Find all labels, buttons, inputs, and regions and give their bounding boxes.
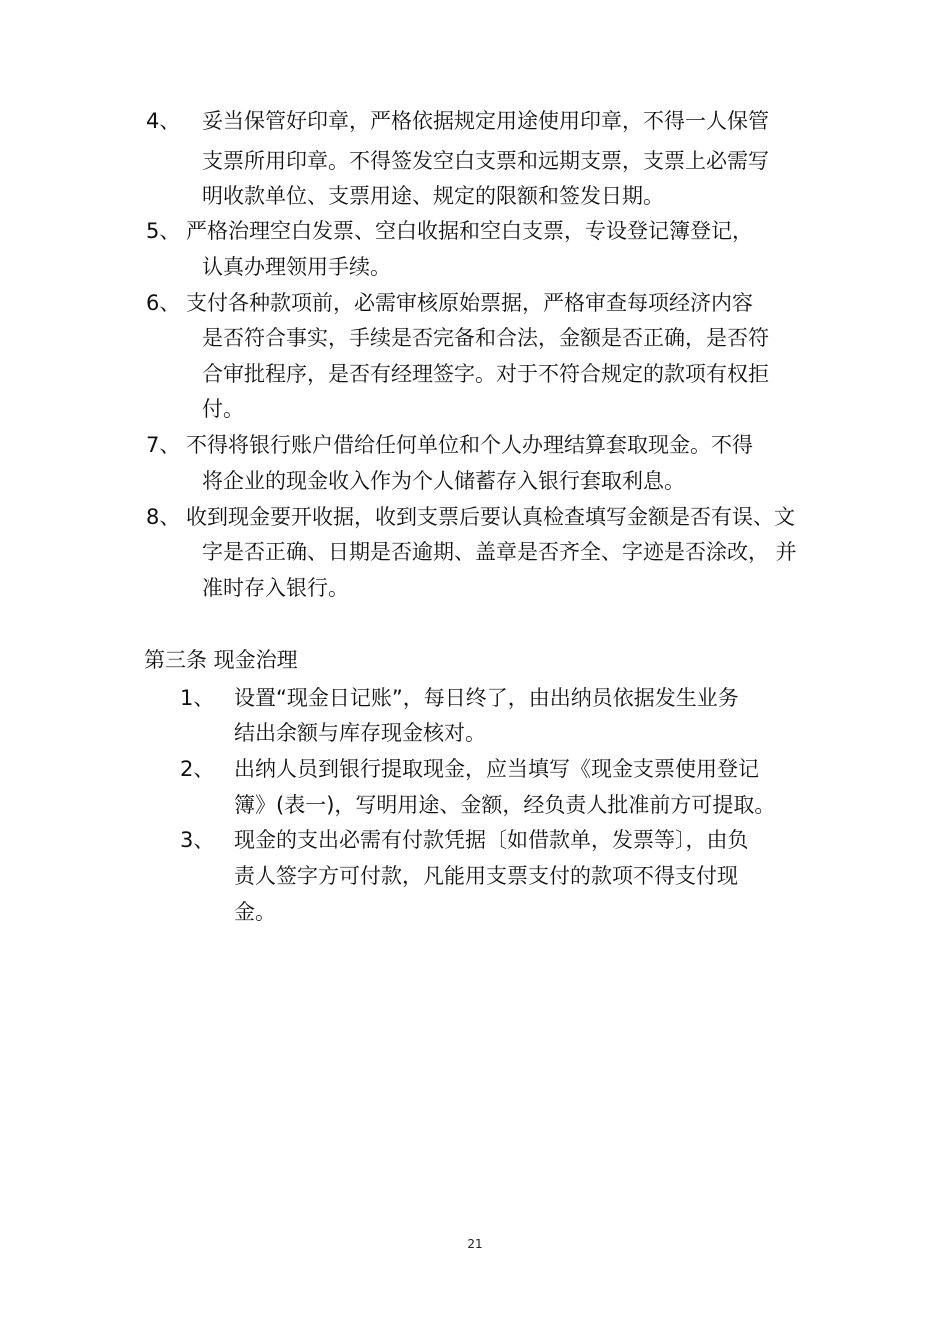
item-text-line: 合审批程序，是否有经理签字。对于不符合规定的款项有权拒 [202, 362, 769, 386]
item-number: 8、 [146, 505, 181, 529]
item-text-line: 现金的支出必需有付款凭据〔如借款单，发票等〕，由负 [234, 828, 749, 852]
item-text-line: 金。 [234, 900, 276, 924]
item-text-line: 设置“现金日记账”，每日终了，由出纳员依据发生业务 [234, 686, 739, 710]
item-text-line: 字是否正确、日期是否逾期、盖章是否齐全、字迹是否涂改， 并 [202, 540, 797, 564]
item-text-line: 认真办理领用手续。 [202, 255, 391, 279]
item-number: 2、 [180, 757, 215, 781]
item-text-line: 簿》(表一)，写明用途、金额，经负责人批准前方可提取。 [234, 793, 776, 817]
item-text-line: 妥当保管好印章，严格依据规定用途使用印章，不得一人保管 [202, 109, 769, 133]
item-number: 4、 [146, 109, 181, 133]
item-number: 6、 [146, 291, 181, 315]
section-title: 第三条 现金治理 [144, 648, 298, 672]
item-text-line: 结出余额与库存现金核对。 [234, 721, 486, 745]
page-number: 21 [467, 1237, 483, 1251]
item-number: 1、 [180, 686, 215, 710]
item-text-line: 出纳人员到银行提取现金，应当填写《现金支票使用登记 [234, 757, 759, 781]
item-text-line: 明收款单位、支票用途、规定的限额和签发日期。 [202, 184, 664, 208]
item-text-line: 不得将银行账户借给任何单位和个人办理结算套取现金。不得 [186, 433, 753, 457]
item-text-line: 将企业的现金收入作为个人储蓄存入银行套取利息。 [202, 469, 685, 493]
item-number: 3、 [180, 828, 215, 852]
item-text-line: 收到现金要开收据，收到支票后要认真检查填写金额是否有误、文 [186, 505, 795, 529]
item-number: 7、 [146, 433, 181, 457]
item-text-line: 付。 [202, 397, 244, 421]
item-text-line: 是否符合事实，手续是否完备和合法，金额是否正确，是否符 [202, 326, 769, 350]
item-text-line: 责人签字方可付款，凡能用支票支付的款项不得支付现 [234, 864, 738, 888]
item-text-line: 支票所用印章。不得签发空白支票和远期支票，支票上必需写 [202, 149, 769, 173]
item-text-line: 支付各种款项前，必需审核原始票据，严格审查每项经济内容 [186, 291, 753, 315]
item-text-line: 严格治理空白发票、空白收据和空白支票，专设登记簿登记， [186, 219, 753, 243]
item-number: 5、 [146, 219, 181, 243]
item-text-line: 准时存入银行。 [202, 576, 349, 600]
